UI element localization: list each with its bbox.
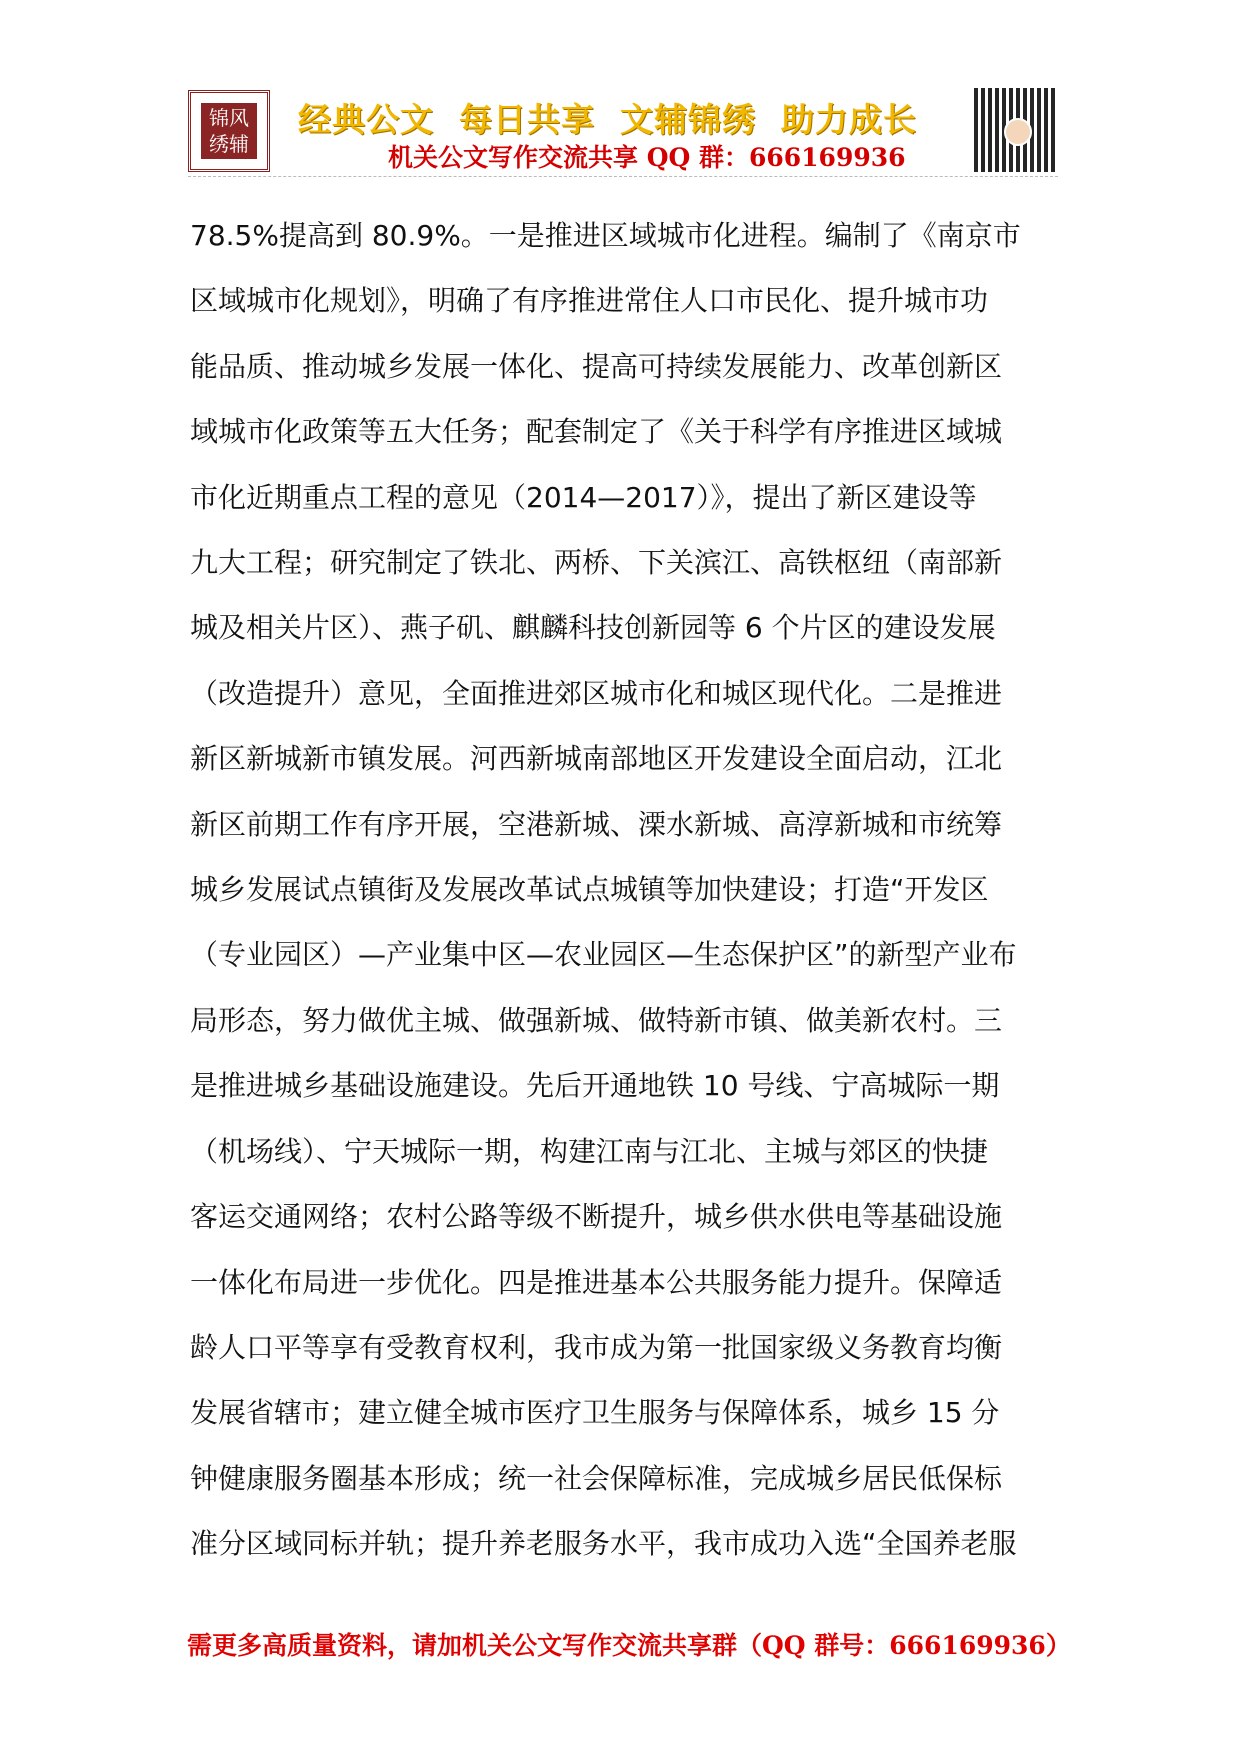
text-line: 新区前期工作有序开展，空港新城、溧水新城、高淳新城和市统筹 (190, 807, 1003, 841)
text-line: 城乡发展试点镇街及发展改革试点城镇等加快建设；打造“开发区 (190, 873, 989, 907)
text-line: 钟健康服务圈基本形成；统一社会保障标准，完成城乡居民低保标 (190, 1461, 1003, 1495)
text-line: 龄人口平等享有受教育权利，我市成为第一批国家级义务教育均衡 (190, 1330, 1003, 1364)
text-line: 城及相关片区）、燕子矶、麒麟科技创新园等 6 个片区的建设发展 (190, 611, 996, 645)
header-subtitle: 机关公文写作交流共享 QQ 群：666169936 (388, 143, 906, 172)
text-line: 能品质、推动城乡发展一体化、提高可持续发展能力、改革创新区 (190, 349, 1003, 383)
text-line: （机场线）、宁天城际一期，构建江南与江北、主城与郊区的快捷 (190, 1134, 989, 1168)
text-line: 78.5%提高到 80.9%。一是推进区域城市化进程。编制了《南京市 (190, 219, 1021, 252)
text-line: （专业园区）—产业集中区—农业园区—生态保护区”的新型产业布 (190, 938, 1017, 972)
footer-note: 需更多高质量资料，请加机关公文写作交流共享群（QQ 群号：666169936） (187, 1631, 1071, 1660)
text-line: 域城市化政策等五大任务；配套制定了《关于科学有序推进区域城 (190, 415, 1003, 449)
text-line: 市化近期重点工程的意见（2014—2017）》，提出了新区建设等 (190, 480, 977, 514)
qr-code-icon (974, 88, 1058, 172)
text-line: 一体化布局进一步优化。四是推进基本公共服务能力提升。保障适 (190, 1265, 1003, 1299)
text-line: 准分区域同标并轨；提升养老服务水平，我市成功入选“全国养老服 (190, 1527, 1017, 1561)
text-line: （改造提升）意见，全面推进郊区城市化和城区现代化。二是推进 (190, 676, 1003, 710)
text-line: 客运交通网络；农村公路等级不断提升，城乡供水供电等基础设施 (190, 1200, 1003, 1234)
text-line: 九大工程；研究制定了铁北、两桥、下关滨江、高铁枢纽（南部新 (190, 546, 1003, 580)
document-body (190, 203, 1060, 1577)
header-slogan: 经典公文 每日共享 文辅锦绣 助力成长 (298, 100, 917, 139)
logo: 锦风 绣辅 (188, 90, 270, 172)
text-line: 区域城市化规划》，明确了有序推进常住人口市民化、提升城市功 (190, 284, 989, 318)
text-line: 是推进城乡基础设施建设。先后开通地铁 10 号线、宁高城际一期 (190, 1069, 1000, 1103)
text-line: 发展省辖市；建立健全城市医疗卫生服务与保障体系，城乡 15 分 (190, 1396, 1000, 1430)
document-header-banner (188, 88, 1058, 177)
text-line: 局形态，努力做优主城、做强新城、做特新市镇、做美新农村。三 (190, 1003, 1003, 1037)
text-line: 新区新城新市镇发展。河西新城南部地区开发建设全面启动，江北 (190, 742, 1003, 776)
